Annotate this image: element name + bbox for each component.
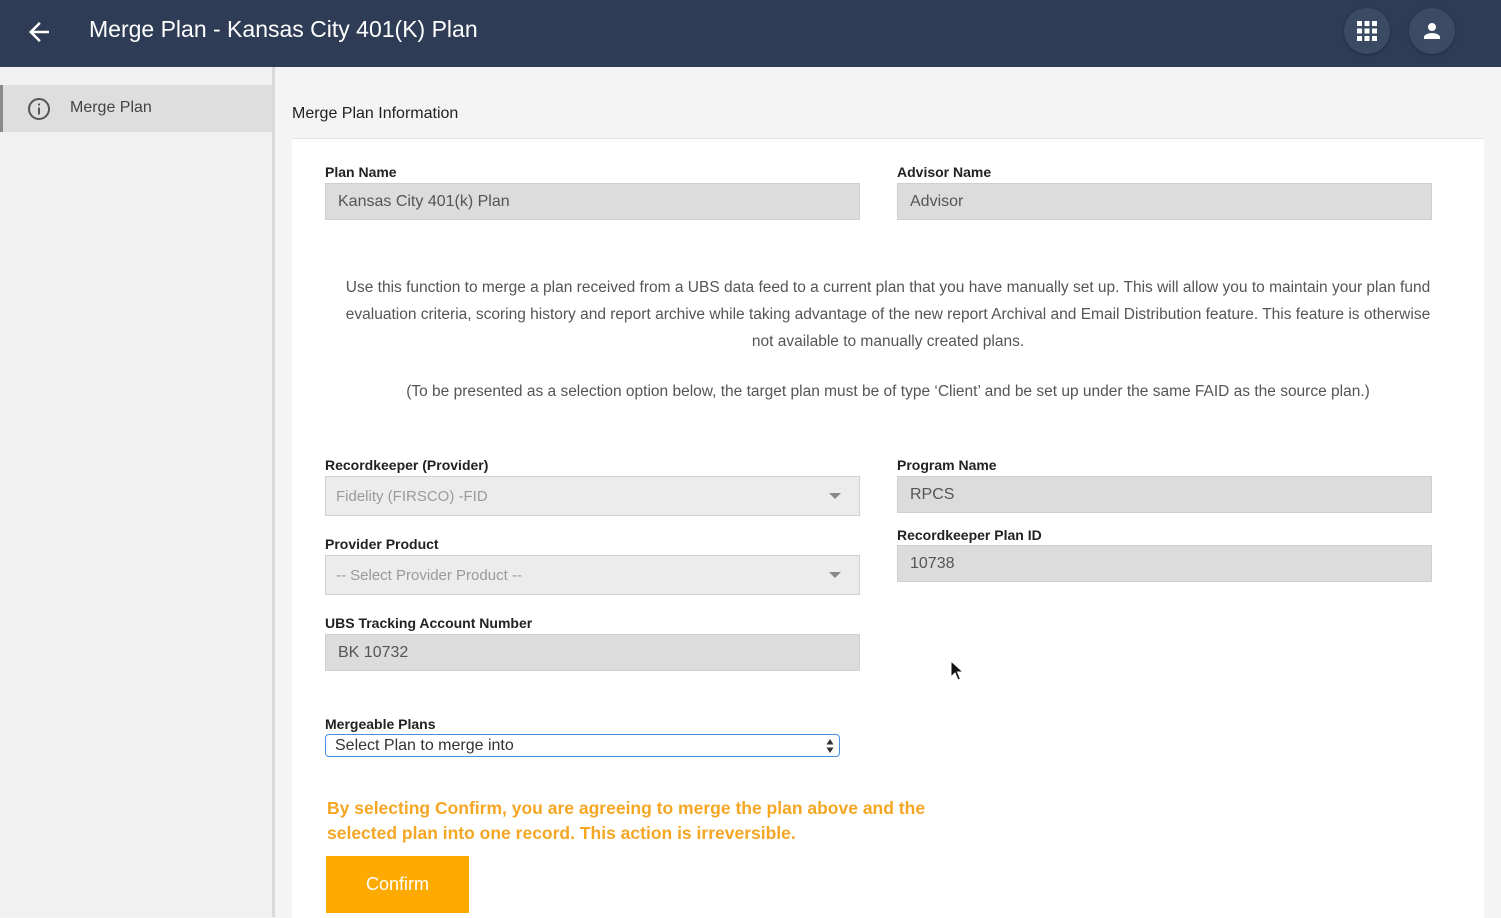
recordkeeper-plan-id-label: Recordkeeper Plan ID [897, 527, 1042, 543]
confirm-button[interactable]: Confirm [326, 856, 469, 913]
provider-product-label: Provider Product [325, 536, 439, 552]
user-button[interactable] [1409, 8, 1455, 54]
recordkeeper-select[interactable] [325, 476, 860, 516]
merge-note: (To be presented as a selection option below, the target plan must be of type ‘Client’ and be set up under the same FAID as the source plan.) [406, 383, 1370, 400]
sidebar-item-merge-plan[interactable] [0, 85, 272, 132]
page-title: Merge Plan - Kansas City 401(K) Plan [89, 16, 478, 42]
recordkeeper-label: Recordkeeper (Provider) [325, 457, 489, 473]
arrow-left-icon [24, 17, 54, 47]
advisor-name-label: Advisor Name [897, 164, 992, 180]
ubs-tracking-field: BK 10732 [325, 634, 860, 671]
chevron-down-icon [829, 572, 841, 578]
chevron-down-icon [829, 493, 841, 499]
recordkeeper-plan-id-field: 10738 [897, 545, 1432, 582]
mergeable-plans-value: Select Plan to merge into [335, 737, 514, 754]
mergeable-plans-label: Mergeable Plans [325, 716, 436, 732]
back-button[interactable] [24, 17, 54, 47]
sidebar [0, 67, 275, 917]
provider-product-value: -- Select Provider Product -- [336, 567, 522, 584]
mouse-cursor-icon [950, 660, 964, 682]
apps-grid-icon [1356, 20, 1378, 42]
program-name-label: Program Name [897, 457, 997, 473]
merge-description: Use this function to merge a plan received from a UBS data feed to a current plan that you have manually set up. This will allow you to maintain your plan fund evaluation criteria, scoring history and report archive while taking advantage of the new report Archival and Email Distribution feature. This feature is otherwise not available to manually created plans. [345, 279, 1431, 350]
app-header [0, 0, 1501, 67]
mergeable-plans-select[interactable] [325, 734, 840, 757]
plan-name-field: Kansas City 401(k) Plan [325, 183, 860, 220]
apps-button[interactable] [1344, 8, 1390, 54]
advisor-name-field: Advisor [897, 183, 1432, 220]
plan-name-label: Plan Name [325, 164, 397, 180]
section-title: Merge Plan Information [292, 105, 459, 122]
confirm-warning: By selecting Confirm, you are agreeing to merge the plan above and the selected plan into one record. This action is irreversible. [327, 798, 926, 843]
program-name-field: RPCS [897, 476, 1432, 513]
recordkeeper-value: Fidelity (FIRSCO) -FID [336, 488, 488, 505]
updown-arrows-icon [826, 738, 834, 754]
sidebar-item-label: Merge Plan [70, 99, 152, 116]
info-icon [27, 97, 51, 121]
provider-product-select[interactable] [325, 555, 860, 595]
ubs-tracking-label: UBS Tracking Account Number [325, 615, 533, 631]
account-icon [1420, 19, 1444, 43]
